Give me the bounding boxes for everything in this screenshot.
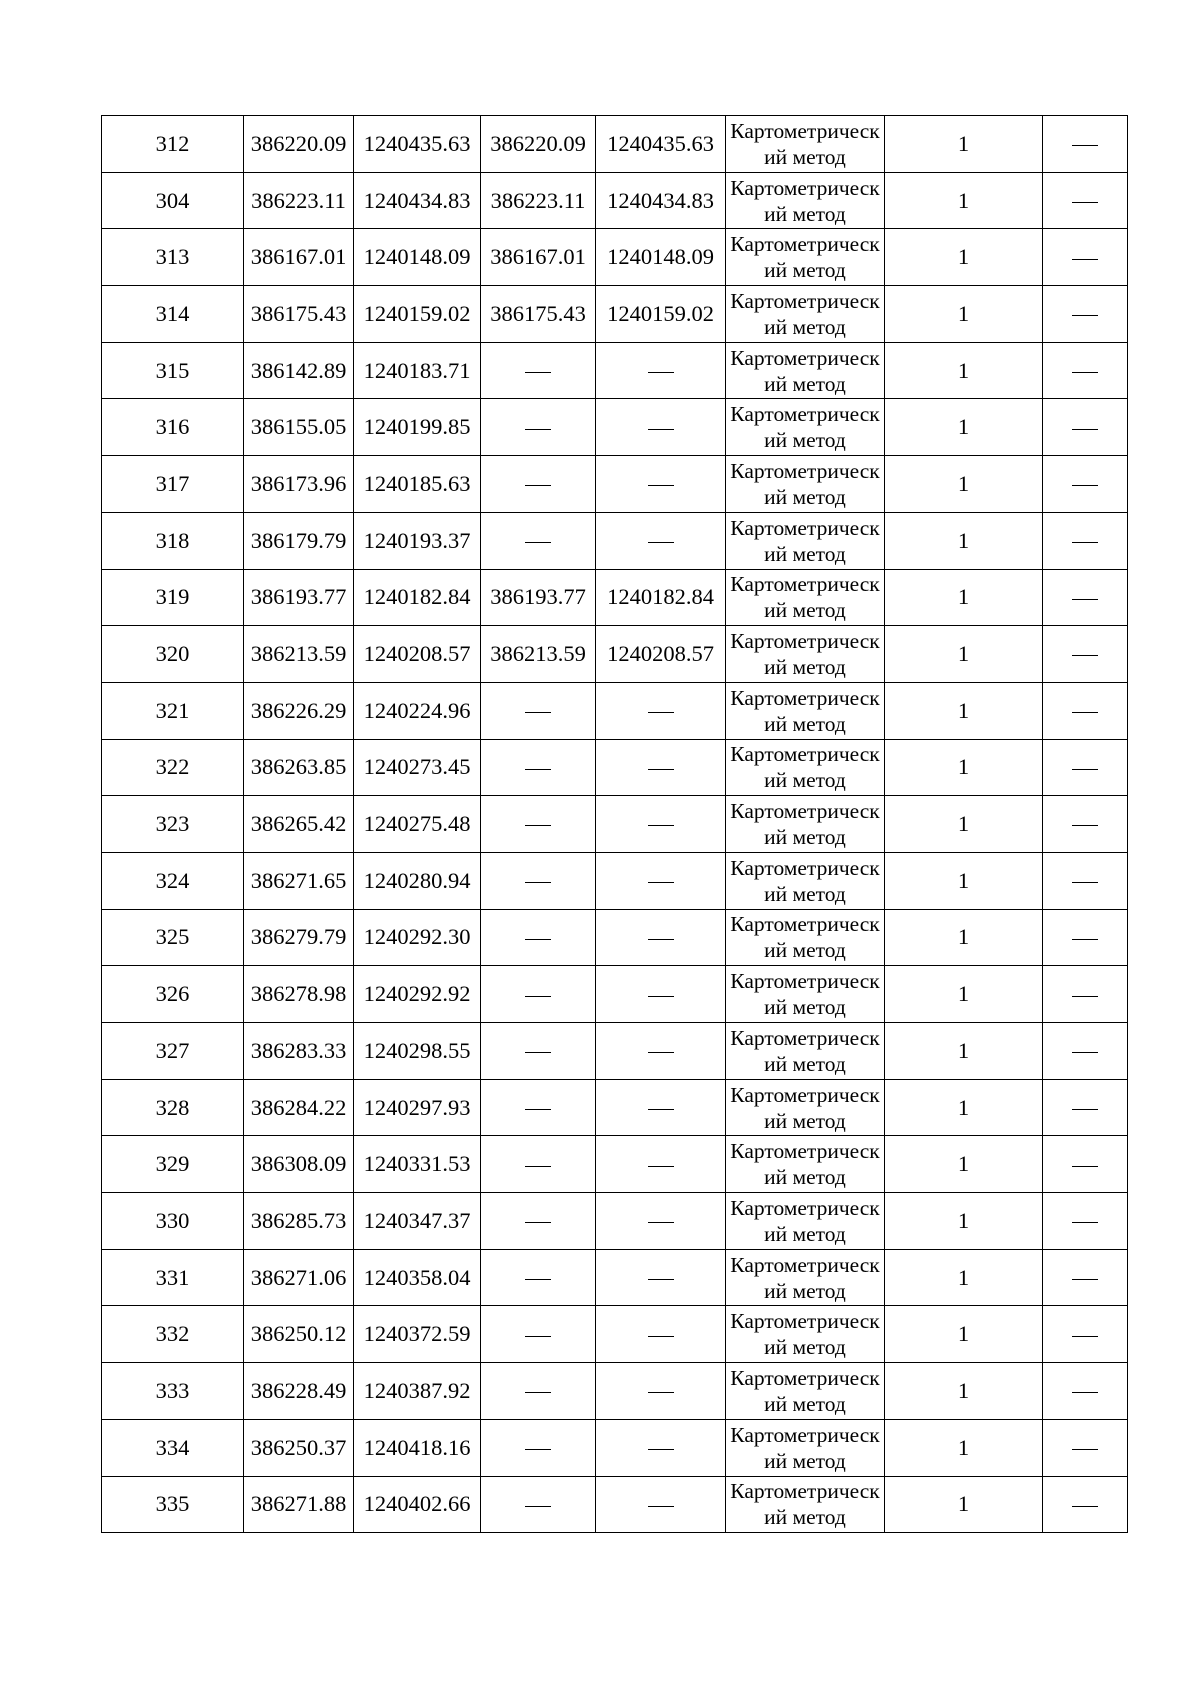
y-coordinate-alt-cell [596,1079,726,1136]
point-number-cell: 319 [102,569,244,626]
dash-mark [1072,1109,1098,1110]
y-coordinate-alt-cell: 1240182.84 [596,569,726,626]
remark-cell [1043,682,1128,739]
remark-cell [1043,852,1128,909]
table-row [102,172,1128,229]
table-row [102,966,1128,1023]
method-cell: Картометрический метод [726,909,885,966]
method-cell: Картометрический метод [726,286,885,343]
dash-mark [1072,542,1098,543]
dash-mark [1072,429,1098,430]
remark-cell [1043,1306,1128,1363]
x-coordinate-cell: 386265.42 [244,796,354,853]
method-cell: Картометрический метод [726,796,885,853]
method-cell: Картометрический метод [726,399,885,456]
x-coordinate-cell: 386250.37 [244,1419,354,1476]
accuracy-cell: 1 [885,1363,1043,1420]
x-coordinate-cell: 386223.11 [244,172,354,229]
dash-mark [648,996,674,997]
table-row [102,342,1128,399]
remark-cell [1043,342,1128,399]
x-coordinate-cell: 386179.79 [244,512,354,569]
dash-mark [1072,485,1098,486]
x-coordinate-alt-cell [481,1306,596,1363]
x-coordinate-alt-cell [481,456,596,513]
accuracy-cell: 1 [885,909,1043,966]
point-number-cell: 321 [102,682,244,739]
y-coordinate-cell: 1240435.63 [354,116,481,173]
y-coordinate-cell: 1240298.55 [354,1023,481,1080]
point-number-cell: 316 [102,399,244,456]
method-cell: Картометрический метод [726,342,885,399]
accuracy-cell: 1 [885,966,1043,1023]
x-coordinate-alt-cell [481,342,596,399]
method-cell: Картометрический метод [726,682,885,739]
y-coordinate-cell: 1240418.16 [354,1419,481,1476]
y-coordinate-cell: 1240273.45 [354,739,481,796]
table-row [102,1136,1128,1193]
x-coordinate-cell: 386220.09 [244,116,354,173]
x-coordinate-alt-cell [481,852,596,909]
accuracy-cell: 1 [885,172,1043,229]
x-coordinate-cell: 386167.01 [244,229,354,286]
table-row [102,1419,1128,1476]
y-coordinate-alt-cell [596,966,726,1023]
dash-mark [1072,1279,1098,1280]
y-coordinate-alt-cell [596,682,726,739]
dash-mark [525,712,551,713]
dash-mark [1072,939,1098,940]
dash-mark [525,429,551,430]
y-coordinate-alt-cell: 1240434.83 [596,172,726,229]
y-coordinate-cell: 1240199.85 [354,399,481,456]
y-coordinate-alt-cell [596,342,726,399]
y-coordinate-cell: 1240182.84 [354,569,481,626]
table-row [102,116,1128,173]
remark-cell [1043,1023,1128,1080]
accuracy-cell: 1 [885,512,1043,569]
y-coordinate-cell: 1240159.02 [354,286,481,343]
point-number-cell: 335 [102,1476,244,1533]
dash-mark [525,1449,551,1450]
accuracy-cell: 1 [885,399,1043,456]
method-cell: Картометрический метод [726,229,885,286]
y-coordinate-cell: 1240297.93 [354,1079,481,1136]
x-coordinate-alt-cell [481,1476,596,1533]
dash-mark [1072,825,1098,826]
dash-mark [1072,372,1098,373]
dash-mark [525,372,551,373]
remark-cell [1043,512,1128,569]
dash-mark [525,1109,551,1110]
method-cell: Картометрический метод [726,172,885,229]
x-coordinate-alt-cell [481,909,596,966]
method-cell: Картометрический метод [726,626,885,683]
x-coordinate-alt-cell [481,739,596,796]
x-coordinate-alt-cell [481,512,596,569]
y-coordinate-alt-cell [596,512,726,569]
y-coordinate-cell: 1240183.71 [354,342,481,399]
x-coordinate-cell: 386213.59 [244,626,354,683]
dash-mark [1072,1392,1098,1393]
x-coordinate-cell: 386271.06 [244,1249,354,1306]
y-coordinate-cell: 1240402.66 [354,1476,481,1533]
dash-mark [525,542,551,543]
accuracy-cell: 1 [885,286,1043,343]
accuracy-cell: 1 [885,1306,1043,1363]
accuracy-cell: 1 [885,1023,1043,1080]
y-coordinate-cell: 1240347.37 [354,1193,481,1250]
dash-mark [1072,1222,1098,1223]
dash-mark [1072,259,1098,260]
x-coordinate-alt-cell [481,966,596,1023]
point-number-cell: 317 [102,456,244,513]
point-number-cell: 327 [102,1023,244,1080]
dash-mark [525,1336,551,1337]
dash-mark [648,939,674,940]
dash-mark [648,1279,674,1280]
y-coordinate-alt-cell [596,909,726,966]
method-cell: Картометрический метод [726,116,885,173]
y-coordinate-cell: 1240358.04 [354,1249,481,1306]
y-coordinate-cell: 1240148.09 [354,229,481,286]
dash-mark [1072,145,1098,146]
point-number-cell: 322 [102,739,244,796]
method-cell: Картометрический метод [726,1136,885,1193]
x-coordinate-alt-cell [481,682,596,739]
dash-mark [525,1222,551,1223]
point-number-cell: 332 [102,1306,244,1363]
method-cell: Картометрический метод [726,1079,885,1136]
dash-mark [648,1449,674,1450]
y-coordinate-alt-cell [596,1023,726,1080]
point-number-cell: 333 [102,1363,244,1420]
remark-cell [1043,796,1128,853]
remark-cell [1043,456,1128,513]
point-number-cell: 331 [102,1249,244,1306]
x-coordinate-cell: 386155.05 [244,399,354,456]
method-cell: Картометрический метод [726,1476,885,1533]
y-coordinate-alt-cell: 1240148.09 [596,229,726,286]
remark-cell [1043,399,1128,456]
dash-mark [648,769,674,770]
point-number-cell: 330 [102,1193,244,1250]
table-row [102,456,1128,513]
accuracy-cell: 1 [885,342,1043,399]
point-number-cell: 323 [102,796,244,853]
dash-mark [525,1279,551,1280]
remark-cell [1043,1136,1128,1193]
point-number-cell: 315 [102,342,244,399]
point-number-cell: 304 [102,172,244,229]
point-number-cell: 312 [102,116,244,173]
table-row [102,1079,1128,1136]
accuracy-cell: 1 [885,852,1043,909]
dash-mark [1072,315,1098,316]
method-cell: Картометрический метод [726,1023,885,1080]
y-coordinate-alt-cell [596,1306,726,1363]
accuracy-cell: 1 [885,1419,1043,1476]
method-cell: Картометрический метод [726,512,885,569]
dash-mark [525,769,551,770]
y-coordinate-cell: 1240292.30 [354,909,481,966]
y-coordinate-alt-cell [596,399,726,456]
remark-cell [1043,172,1128,229]
dash-mark [525,882,551,883]
x-coordinate-alt-cell: 386220.09 [481,116,596,173]
table-row [102,286,1128,343]
dash-mark [648,1052,674,1053]
table-row [102,1193,1128,1250]
table-row [102,229,1128,286]
dash-mark [525,825,551,826]
accuracy-cell: 1 [885,796,1043,853]
accuracy-cell: 1 [885,1079,1043,1136]
dash-mark [1072,1449,1098,1450]
table-row [102,909,1128,966]
method-cell: Картометрический метод [726,1249,885,1306]
point-number-cell: 324 [102,852,244,909]
table-row [102,1249,1128,1306]
method-cell: Картометрический метод [726,1363,885,1420]
table-row [102,626,1128,683]
table-row [102,1476,1128,1533]
method-cell: Картометрический метод [726,456,885,513]
accuracy-cell: 1 [885,456,1043,513]
x-coordinate-alt-cell: 386175.43 [481,286,596,343]
remark-cell [1043,1476,1128,1533]
x-coordinate-alt-cell [481,1023,596,1080]
x-coordinate-alt-cell [481,1136,596,1193]
y-coordinate-alt-cell [596,852,726,909]
dash-mark [648,825,674,826]
y-coordinate-cell: 1240292.92 [354,966,481,1023]
method-cell: Картометрический метод [726,1419,885,1476]
dash-mark [525,1506,551,1507]
y-coordinate-cell: 1240275.48 [354,796,481,853]
remark-cell [1043,739,1128,796]
remark-cell [1043,116,1128,173]
x-coordinate-cell: 386279.79 [244,909,354,966]
x-coordinate-alt-cell [481,399,596,456]
dash-mark [1072,712,1098,713]
dash-mark [1072,996,1098,997]
y-coordinate-alt-cell [596,796,726,853]
x-coordinate-cell: 386173.96 [244,456,354,513]
accuracy-cell: 1 [885,1193,1043,1250]
table-row [102,682,1128,739]
remark-cell [1043,626,1128,683]
y-coordinate-cell: 1240208.57 [354,626,481,683]
y-coordinate-cell: 1240387.92 [354,1363,481,1420]
x-coordinate-cell: 386283.33 [244,1023,354,1080]
dash-mark [1072,882,1098,883]
dash-mark [648,1392,674,1393]
dash-mark [648,882,674,883]
y-coordinate-alt-cell [596,1363,726,1420]
dash-mark [648,372,674,373]
point-number-cell: 329 [102,1136,244,1193]
dash-mark [648,429,674,430]
accuracy-cell: 1 [885,229,1043,286]
table-row [102,1363,1128,1420]
remark-cell [1043,1079,1128,1136]
dash-mark [648,1506,674,1507]
x-coordinate-alt-cell [481,1079,596,1136]
table-row [102,739,1128,796]
y-coordinate-cell: 1240185.63 [354,456,481,513]
point-number-cell: 318 [102,512,244,569]
dash-mark [648,542,674,543]
y-coordinate-cell: 1240372.59 [354,1306,481,1363]
table-row [102,1023,1128,1080]
y-coordinate-alt-cell [596,1136,726,1193]
y-coordinate-cell: 1240280.94 [354,852,481,909]
y-coordinate-alt-cell [596,1419,726,1476]
accuracy-cell: 1 [885,116,1043,173]
accuracy-cell: 1 [885,626,1043,683]
y-coordinate-alt-cell: 1240435.63 [596,116,726,173]
point-number-cell: 320 [102,626,244,683]
x-coordinate-alt-cell [481,1249,596,1306]
remark-cell [1043,1419,1128,1476]
dash-mark [525,1392,551,1393]
accuracy-cell: 1 [885,1249,1043,1306]
table-body [102,116,1128,1533]
remark-cell [1043,1193,1128,1250]
x-coordinate-cell: 386250.12 [244,1306,354,1363]
y-coordinate-alt-cell [596,1476,726,1533]
dash-mark [525,1052,551,1053]
point-number-cell: 334 [102,1419,244,1476]
table-row [102,796,1128,853]
dash-mark [648,1222,674,1223]
x-coordinate-alt-cell: 386213.59 [481,626,596,683]
x-coordinate-cell: 386284.22 [244,1079,354,1136]
y-coordinate-alt-cell [596,1249,726,1306]
method-cell: Картометрический метод [726,966,885,1023]
table-row [102,512,1128,569]
dash-mark [648,1109,674,1110]
dash-mark [1072,1506,1098,1507]
x-coordinate-alt-cell [481,796,596,853]
method-cell: Картометрический метод [726,1193,885,1250]
y-coordinate-cell: 1240224.96 [354,682,481,739]
remark-cell [1043,286,1128,343]
x-coordinate-cell: 386226.29 [244,682,354,739]
y-coordinate-cell: 1240434.83 [354,172,481,229]
y-coordinate-alt-cell [596,1193,726,1250]
point-number-cell: 326 [102,966,244,1023]
x-coordinate-alt-cell [481,1419,596,1476]
coordinates-table [101,115,1128,1533]
dash-mark [1072,1336,1098,1337]
dash-mark [648,485,674,486]
dash-mark [525,485,551,486]
dash-mark [1072,1166,1098,1167]
x-coordinate-cell: 386271.65 [244,852,354,909]
dash-mark [1072,599,1098,600]
point-number-cell: 325 [102,909,244,966]
x-coordinate-alt-cell: 386167.01 [481,229,596,286]
table-row [102,569,1128,626]
y-coordinate-alt-cell: 1240159.02 [596,286,726,343]
accuracy-cell: 1 [885,1476,1043,1533]
x-coordinate-cell: 386193.77 [244,569,354,626]
dash-mark [1072,769,1098,770]
method-cell: Картометрический метод [726,569,885,626]
y-coordinate-alt-cell [596,739,726,796]
accuracy-cell: 1 [885,682,1043,739]
y-coordinate-cell: 1240331.53 [354,1136,481,1193]
y-coordinate-alt-cell [596,456,726,513]
method-cell: Картометрический метод [726,1306,885,1363]
table-row [102,1306,1128,1363]
y-coordinate-cell: 1240193.37 [354,512,481,569]
remark-cell [1043,966,1128,1023]
point-number-cell: 314 [102,286,244,343]
x-coordinate-cell: 386175.43 [244,286,354,343]
remark-cell [1043,909,1128,966]
x-coordinate-cell: 386228.49 [244,1363,354,1420]
table-row [102,399,1128,456]
x-coordinate-cell: 386278.98 [244,966,354,1023]
remark-cell [1043,1249,1128,1306]
dash-mark [1072,655,1098,656]
x-coordinate-cell: 386308.09 [244,1136,354,1193]
x-coordinate-alt-cell [481,1193,596,1250]
accuracy-cell: 1 [885,569,1043,626]
dash-mark [648,1166,674,1167]
point-number-cell: 328 [102,1079,244,1136]
dash-mark [525,996,551,997]
dash-mark [648,712,674,713]
method-cell: Картометрический метод [726,852,885,909]
accuracy-cell: 1 [885,739,1043,796]
remark-cell [1043,1363,1128,1420]
dash-mark [525,939,551,940]
y-coordinate-alt-cell: 1240208.57 [596,626,726,683]
x-coordinate-cell: 386285.73 [244,1193,354,1250]
point-number-cell: 313 [102,229,244,286]
dash-mark [648,1336,674,1337]
dash-mark [1072,1052,1098,1053]
x-coordinate-alt-cell: 386223.11 [481,172,596,229]
x-coordinate-cell: 386263.85 [244,739,354,796]
remark-cell [1043,229,1128,286]
x-coordinate-cell: 386271.88 [244,1476,354,1533]
accuracy-cell: 1 [885,1136,1043,1193]
method-cell: Картометрический метод [726,739,885,796]
x-coordinate-alt-cell [481,1363,596,1420]
x-coordinate-cell: 386142.89 [244,342,354,399]
x-coordinate-alt-cell: 386193.77 [481,569,596,626]
remark-cell [1043,569,1128,626]
table-row [102,852,1128,909]
dash-mark [525,1166,551,1167]
dash-mark [1072,202,1098,203]
